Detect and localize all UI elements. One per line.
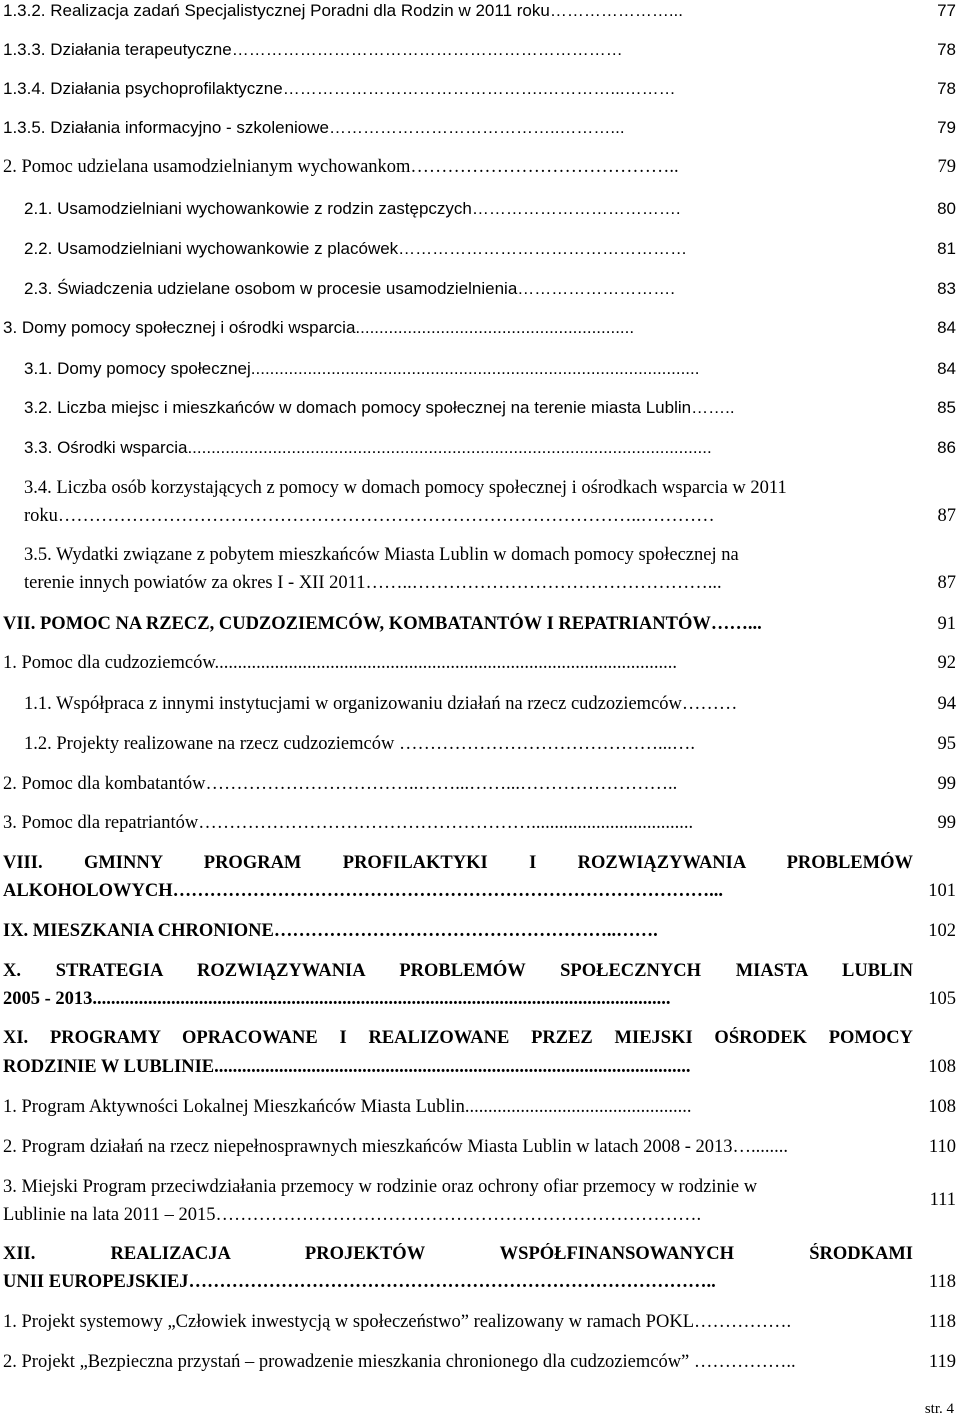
toc-entry-page: 87: [937, 573, 956, 593]
toc-entry-page: 118: [928, 1312, 956, 1332]
toc-entry-title: 1. Projekt systemowy „Człowiek inwestycją w społeczeństwo” realizowany w ramach POKL…………….: [3, 1312, 792, 1332]
toc-entry-title-line1: XI. PROGRAMY OPRACOWANE I REALIZOWANE PRZEZ MIEJSKI OŚRODEK POMOCY: [3, 1028, 913, 1048]
toc-entry-page: 78: [937, 40, 956, 59]
toc-entry-title: 3. Pomoc dla repatriantów………………………………………………...................................: [3, 813, 694, 833]
toc-entry-page: 87: [937, 506, 956, 526]
toc-entry-page: 119: [928, 1352, 956, 1372]
toc-entry-title-line1: 3. Miejski Program przeciwdziałania przemocy w rodzinie oraz ochrony ofiar przemocy w rodzinie w: [3, 1177, 758, 1197]
toc-entry-page: 80: [937, 199, 956, 218]
toc-entry-page: 108: [928, 1097, 956, 1117]
toc-entry-title: 1.2. Projekty realizowane na rzecz cudzoziemców ……………………………………...….: [24, 734, 695, 754]
toc-entry-title: 2.2. Usamodzielniani wychowankowie z placówek……………………………………………: [24, 239, 688, 258]
toc-entry-page: 84: [937, 359, 956, 378]
toc-entry-title: 2. Program działań na rzecz niepełnosprawnych mieszkańców Miasta Lublin w latach 2008 - 2013…........: [3, 1137, 788, 1157]
toc-entry-page: 99: [937, 774, 956, 794]
toc-entry-page: 108: [928, 1057, 956, 1077]
toc-entry-title: 3.1. Domy pomocy społecznej...............................................................................................: [24, 359, 700, 378]
toc-entry-title-line1: X. STRATEGIA ROZWIĄZYWANIA PROBLEMÓW SPOŁECZNYCH MIASTA LUBLIN: [3, 961, 913, 981]
toc-entry-title: 2.1. Usamodzielniani wychowankowie z rodzin zastępczych……………………………….: [24, 199, 681, 218]
toc-entry-title-line2: RODZINIE W LUBLINIE.......................................................................................................: [3, 1057, 691, 1077]
toc-entry-page: 81: [937, 239, 956, 258]
toc-entry-title: 3.3. Ośrodki wsparcia...............................................................................................................: [24, 438, 712, 457]
toc-entry-title: 1. Pomoc dla cudzoziemców....................................................................................................: [3, 653, 677, 673]
toc-entry-title: 2. Pomoc dla kombatantów……………………………..……...……...……………………..: [3, 774, 678, 794]
toc-entry-page: 111: [929, 1190, 956, 1210]
toc-entry-page: 102: [928, 921, 956, 941]
toc-entry-title-line2: terenie innych powiatów za okres I - XII 2011……..…………………………………………...: [24, 573, 722, 593]
toc-entry-page: 118: [928, 1272, 956, 1292]
toc-entry-title-line2: Lublinie na lata 2011 – 2015…………………………………………………………………….: [3, 1205, 702, 1225]
toc-entry-title-line1: 3.4. Liczba osób korzystających z pomocy w domach pomocy społecznej i ośrodkach wsparcia w 2011: [24, 478, 787, 498]
toc-entry-page: 78: [937, 79, 956, 98]
toc-entry-page: 92: [937, 653, 956, 673]
toc-entry-page: 105: [928, 989, 956, 1009]
toc-entry-page: 79: [937, 118, 956, 137]
toc-entry-title: 1. Program Aktywności Lokalnej Mieszkańców Miasta Lublin.................................................: [3, 1097, 692, 1117]
toc-entry-title: 1.3.3. Działania terapeutyczne……………………………………………………………: [3, 40, 623, 59]
toc-entry-title-line1: 3.5. Wydatki związane z pobytem mieszkańców Miasta Lublin w domach pomocy społecznej na: [24, 545, 739, 565]
toc-entry-title: IX. MIESZKANIA CHRONIONE………………………………………………..…….: [3, 921, 658, 941]
toc-entry-title-line1: XII. REALIZACJA PROJEKTÓW WSPÓŁFINANSOWANYCH ŚRODKAMI: [3, 1244, 913, 1264]
toc-entry-page: 110: [928, 1137, 956, 1157]
toc-entry-title: 2. Pomoc udzielana usamodzielnianym wychowankom……………………………………..: [3, 157, 679, 177]
toc-entry-title-line2: ALKOHOLOWYCH……………………………………………………………………………...: [3, 881, 723, 901]
toc-entry-title-line1: VIII. GMINNY PROGRAM PROFILAKTYKI I ROZWIĄZYWANIA PROBLEMÓW: [3, 853, 913, 873]
toc-entry-page: 91: [937, 614, 956, 634]
toc-entry-title: 1.1. Współpraca z innymi instytucjami w organizowaniu działań na rzecz cudzoziemców………: [24, 694, 738, 714]
toc-entry-title-line2: UNII EUROPEJSKIEJ…………………………………………………………………………..: [3, 1272, 716, 1292]
toc-entry-page: 99: [937, 813, 956, 833]
toc-entry-page: 77: [937, 1, 956, 20]
toc-entry-page: 86: [937, 438, 956, 457]
page-number-footer: str. 4: [924, 1401, 954, 1417]
toc-entry-page: 101: [928, 881, 956, 901]
toc-entry-page: 83: [937, 279, 956, 298]
toc-entry-title: VII. POMOC NA RZECZ, CUDZOZIEMCÓW, KOMBATANTÓW I REPATRIANTÓW……...: [3, 614, 762, 634]
toc-entry-title: 1.3.4. Działania psychoprofilaktyczne……………………………………….…………...………: [3, 79, 676, 98]
toc-entry-page: 79: [937, 157, 956, 177]
toc-entry-page: 95: [937, 734, 956, 754]
toc-entry-title: 3.2. Liczba miejsc i mieszkańców w domach pomocy społecznej na terenie miasta Lublin……..: [24, 398, 735, 417]
toc-entry-page: 85: [937, 398, 956, 417]
toc-entry-title: 2. Projekt „Bezpieczna przystań – prowadzenie mieszkania chronionego dla cudzoziemców” ……………..: [3, 1352, 796, 1372]
toc-entry-title-line2: 2005 - 2013.............................................................................................................................: [3, 989, 671, 1009]
toc-entry-title: 2.3. Świadczenia udzielane osobom w procesie usamodzielnienia……………………….: [24, 279, 676, 298]
toc-entry-title: 1.3.2. Realizacja zadań Specjalistycznej Poradni dla Rodzin w 2011 roku…………………...: [3, 1, 683, 20]
toc-entry-title-line2: roku…………………………………………………………………………………..…………: [24, 506, 715, 526]
toc-entry-title: 1.3.5. Działania informacyjno - szkoleniowe…………………………………..………...: [3, 118, 625, 137]
toc-entry-page: 84: [937, 318, 956, 337]
toc-entry-page: 94: [937, 694, 956, 714]
toc-entry-title: 3. Domy pomocy społecznej i ośrodki wsparcia...........................................................: [3, 318, 635, 337]
